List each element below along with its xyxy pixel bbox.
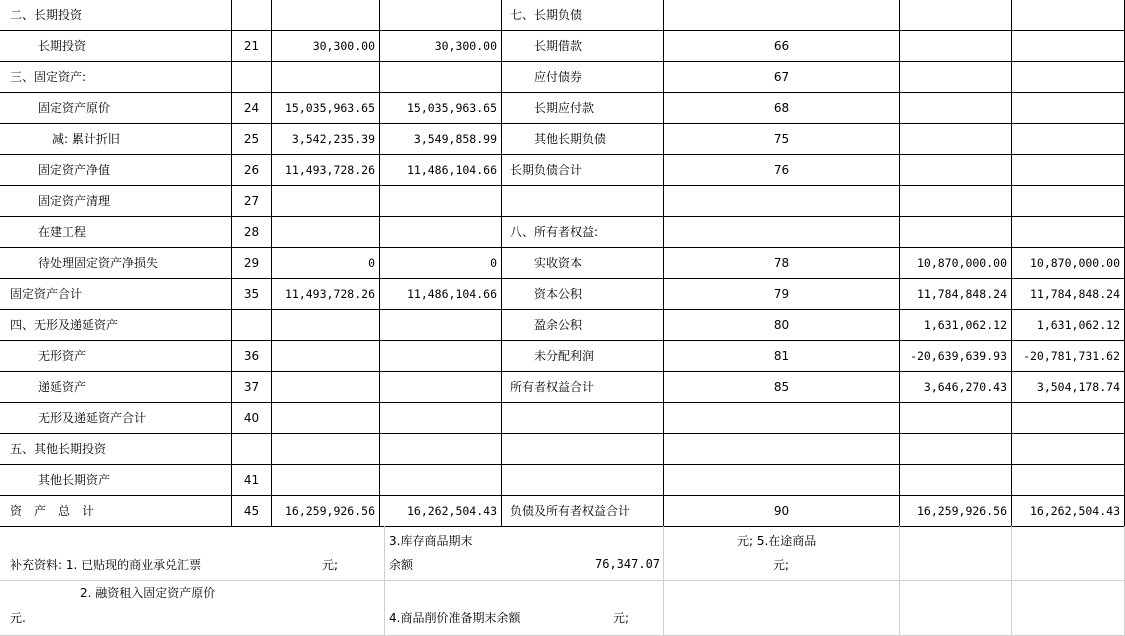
liability-line-number — [664, 186, 900, 217]
liability-item-label: 实收资本 — [502, 248, 664, 279]
liability-item-label: 八、所有者权益: — [502, 217, 664, 248]
table-row — [0, 372, 1125, 403]
liability-closing-balance — [1012, 0, 1125, 31]
table-row — [0, 341, 1125, 372]
supp-cell — [900, 581, 1012, 636]
asset-opening-balance — [272, 372, 380, 403]
liability-item-label: 资本公积 — [502, 279, 664, 310]
liability-closing-balance: 11,784,848.24 — [1012, 279, 1125, 310]
liability-closing-balance — [1012, 217, 1125, 248]
liability-item-label — [502, 403, 664, 434]
asset-item-label: 长期投资 — [0, 31, 232, 62]
supp-cell — [1012, 526, 1125, 581]
asset-line-number: 26 — [232, 155, 272, 186]
liability-closing-balance — [1012, 62, 1125, 93]
liability-opening-balance — [900, 155, 1012, 186]
supp-line2-label: 2. 融资租入固定资产原价 — [80, 586, 216, 600]
liability-opening-balance — [900, 0, 1012, 31]
asset-opening-balance — [272, 62, 380, 93]
liability-opening-balance — [900, 217, 1012, 248]
asset-line-number: 25 — [232, 124, 272, 155]
liability-item-label: 七、长期负债 — [502, 0, 664, 31]
liability-line-number: 90 — [664, 496, 900, 527]
asset-opening-balance — [272, 217, 380, 248]
asset-item-label: 二、长期投资 — [0, 0, 232, 31]
table-row — [0, 248, 1125, 279]
asset-item-label: 递延资产 — [0, 372, 232, 403]
asset-closing-balance: 11,486,104.66 — [380, 155, 502, 186]
liability-line-number — [664, 217, 900, 248]
liability-opening-balance — [900, 465, 1012, 496]
supp-line1-label: 补充资料: 1. 已贴现的商业承兑汇票 — [10, 558, 202, 572]
liability-opening-balance — [900, 31, 1012, 62]
liability-closing-balance: 1,631,062.12 — [1012, 310, 1125, 341]
asset-closing-balance — [380, 0, 502, 31]
asset-line-number — [232, 0, 272, 31]
liability-line-number: 66 — [664, 31, 900, 62]
liability-opening-balance — [900, 93, 1012, 124]
asset-line-number: 41 — [232, 465, 272, 496]
asset-line-number — [232, 434, 272, 465]
asset-closing-balance — [380, 217, 502, 248]
asset-item-label: 固定资产净值 — [0, 155, 232, 186]
liability-line-number: 75 — [664, 124, 900, 155]
table-row — [0, 434, 1125, 465]
asset-opening-balance: 3,542,235.39 — [272, 124, 380, 155]
asset-item-label: 资 产 总 计 — [0, 496, 232, 527]
asset-closing-balance: 3,549,858.99 — [380, 124, 502, 155]
asset-closing-balance — [380, 341, 502, 372]
supp-item4-label: 4.商品削价准备期末余额 — [389, 611, 521, 625]
asset-opening-balance: 11,493,728.26 — [272, 279, 380, 310]
asset-line-number: 35 — [232, 279, 272, 310]
asset-line-number: 21 — [232, 31, 272, 62]
asset-opening-balance — [272, 0, 380, 31]
liability-opening-balance — [900, 403, 1012, 434]
asset-line-number: 24 — [232, 93, 272, 124]
liability-line-number: 68 — [664, 93, 900, 124]
liability-item-label: 所有者权益合计 — [502, 372, 664, 403]
liability-item-label — [502, 465, 664, 496]
asset-item-label: 在建工程 — [0, 217, 232, 248]
liability-closing-balance — [1012, 186, 1125, 217]
liability-opening-balance — [900, 186, 1012, 217]
asset-closing-balance: 0 — [380, 248, 502, 279]
liability-closing-balance: 16,262,504.43 — [1012, 496, 1125, 527]
table-row — [0, 279, 1125, 310]
table-row — [0, 124, 1125, 155]
asset-item-label: 无形资产 — [0, 341, 232, 372]
liability-item-label: 未分配利润 — [502, 341, 664, 372]
asset-opening-balance: 11,493,728.26 — [272, 155, 380, 186]
asset-line-number: 45 — [232, 496, 272, 527]
liability-opening-balance — [900, 434, 1012, 465]
asset-opening-balance: 16,259,926.56 — [272, 496, 380, 527]
liability-item-label — [502, 186, 664, 217]
table-row — [0, 310, 1125, 341]
asset-item-label: 无形及递延资产合计 — [0, 403, 232, 434]
liability-closing-balance — [1012, 31, 1125, 62]
supp-item3-label-a: 3.库存商品期末 — [389, 534, 473, 548]
asset-opening-balance: 0 — [272, 248, 380, 279]
liability-item-label: 其他长期负债 — [502, 124, 664, 155]
liability-line-number: 80 — [664, 310, 900, 341]
asset-line-number: 40 — [232, 403, 272, 434]
liability-line-number — [664, 465, 900, 496]
liability-line-number: 67 — [664, 62, 900, 93]
table-row — [0, 465, 1125, 496]
asset-item-label: 减: 累计折旧 — [0, 124, 232, 155]
supp-item5-unit: 元; — [773, 558, 790, 572]
liability-item-label: 长期应付款 — [502, 93, 664, 124]
liability-closing-balance — [1012, 403, 1125, 434]
table-row — [0, 0, 1125, 31]
liability-item-label: 长期借款 — [502, 31, 664, 62]
supp-item3-label-b: 余额 — [389, 558, 414, 572]
liability-line-number: 81 — [664, 341, 900, 372]
liability-item-label: 应付债券 — [502, 62, 664, 93]
liability-closing-balance — [1012, 93, 1125, 124]
asset-line-number — [232, 310, 272, 341]
asset-closing-balance — [380, 403, 502, 434]
supp-item3-unit-item5: 元; 5.在途商品 — [737, 534, 817, 548]
asset-item-label: 待处理固定资产净损失 — [0, 248, 232, 279]
liability-item-label: 长期负债合计 — [502, 155, 664, 186]
supp-item4-unit: 元; — [613, 611, 630, 625]
table-row — [0, 93, 1125, 124]
asset-opening-balance — [272, 341, 380, 372]
asset-closing-balance: 11,486,104.66 — [380, 279, 502, 310]
supp-cell — [900, 526, 1012, 581]
table-row — [0, 496, 1125, 527]
asset-line-number: 29 — [232, 248, 272, 279]
asset-item-label: 三、固定资产: — [0, 62, 232, 93]
asset-line-number: 36 — [232, 341, 272, 372]
liability-opening-balance: 16,259,926.56 — [900, 496, 1012, 527]
liability-opening-balance: 10,870,000.00 — [900, 248, 1012, 279]
liability-line-number — [664, 403, 900, 434]
supplementary-info — [0, 526, 1125, 636]
liability-opening-balance: 11,784,848.24 — [900, 279, 1012, 310]
liability-closing-balance — [1012, 434, 1125, 465]
asset-line-number — [232, 62, 272, 93]
table-row — [0, 31, 1125, 62]
asset-closing-balance — [380, 372, 502, 403]
asset-opening-balance — [272, 403, 380, 434]
liability-line-number — [664, 0, 900, 31]
liability-closing-balance — [1012, 155, 1125, 186]
asset-item-label: 固定资产清理 — [0, 186, 232, 217]
supp-line2-unit: 元. — [10, 611, 26, 625]
asset-opening-balance — [272, 465, 380, 496]
liability-opening-balance — [900, 124, 1012, 155]
liability-closing-balance: 10,870,000.00 — [1012, 248, 1125, 279]
asset-item-label: 四、无形及递延资产 — [0, 310, 232, 341]
asset-opening-balance: 30,300.00 — [272, 31, 380, 62]
table-row — [0, 403, 1125, 434]
asset-item-label: 固定资产合计 — [0, 279, 232, 310]
table-row — [0, 62, 1125, 93]
asset-line-number: 28 — [232, 217, 272, 248]
asset-closing-balance — [380, 186, 502, 217]
liability-item-label: 盈余公积 — [502, 310, 664, 341]
asset-item-label: 固定资产原价 — [0, 93, 232, 124]
liability-opening-balance: 1,631,062.12 — [900, 310, 1012, 341]
table-row — [0, 186, 1125, 217]
liability-line-number: 78 — [664, 248, 900, 279]
liability-opening-balance: 3,646,270.43 — [900, 372, 1012, 403]
asset-opening-balance: 15,035,963.65 — [272, 93, 380, 124]
asset-opening-balance — [272, 434, 380, 465]
liability-item-label — [502, 434, 664, 465]
liability-line-number — [664, 434, 900, 465]
liability-closing-balance: 3,504,178.74 — [1012, 372, 1125, 403]
supp-cell — [664, 581, 900, 636]
asset-closing-balance — [380, 434, 502, 465]
supp-item3-value: 76,347.07 — [595, 557, 661, 571]
asset-item-label: 其他长期资产 — [0, 465, 232, 496]
asset-closing-balance — [380, 465, 502, 496]
liability-closing-balance: -20,781,731.62 — [1012, 341, 1125, 372]
asset-opening-balance — [272, 310, 380, 341]
liability-opening-balance — [900, 62, 1012, 93]
asset-closing-balance — [380, 62, 502, 93]
table-row — [0, 155, 1125, 186]
liability-line-number: 79 — [664, 279, 900, 310]
liability-opening-balance: -20,639,639.93 — [900, 341, 1012, 372]
supp-cell — [1012, 581, 1125, 636]
liability-closing-balance — [1012, 124, 1125, 155]
liability-closing-balance — [1012, 465, 1125, 496]
liability-item-label: 负债及所有者权益合计 — [502, 496, 664, 527]
asset-closing-balance: 15,035,963.65 — [380, 93, 502, 124]
asset-line-number: 27 — [232, 186, 272, 217]
liability-line-number: 85 — [664, 372, 900, 403]
asset-closing-balance: 30,300.00 — [380, 31, 502, 62]
asset-item-label: 五、其他长期投资 — [0, 434, 232, 465]
asset-closing-balance: 16,262,504.43 — [380, 496, 502, 527]
asset-closing-balance — [380, 310, 502, 341]
table-row — [0, 217, 1125, 248]
asset-opening-balance — [272, 186, 380, 217]
asset-line-number: 37 — [232, 372, 272, 403]
liability-line-number: 76 — [664, 155, 900, 186]
supp-line1-unit: 元; — [322, 558, 339, 572]
